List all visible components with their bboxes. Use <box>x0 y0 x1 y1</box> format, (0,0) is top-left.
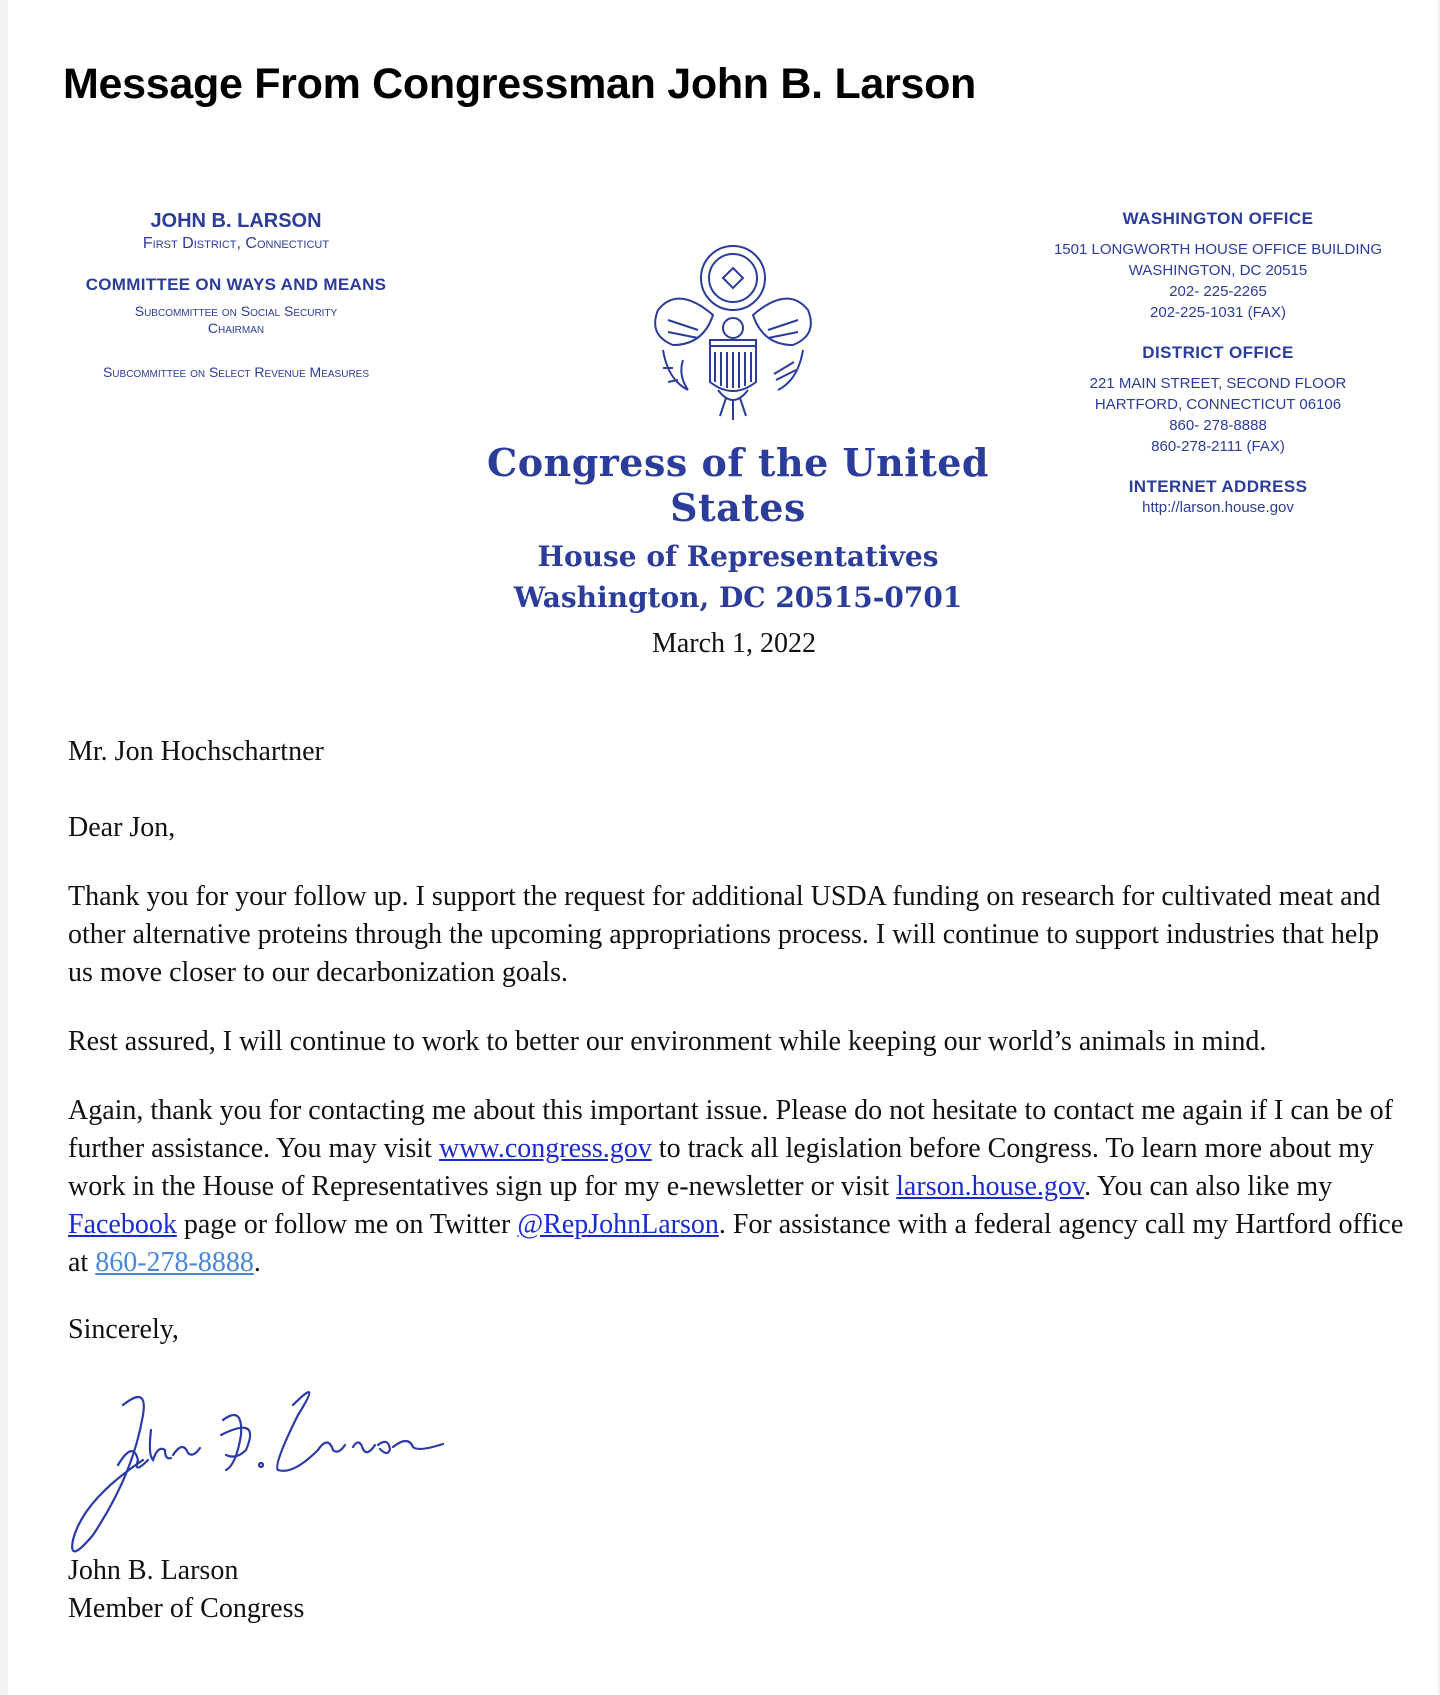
letterhead-left <box>56 210 416 380</box>
washington-office-heading: WASHINGTON OFFICE <box>1122 209 1314 228</box>
subcommittee-revenue: Subcommittee on Select Revenue Measures <box>102 364 370 380</box>
member-district: First District, Connecticut <box>142 235 330 252</box>
paragraph-2: Rest assured, I will continue to work to better our environment while keeping our world’s animals in mind. <box>68 1026 1267 1057</box>
paragraph-3-text: . <box>253 1247 261 1278</box>
recipient: Mr. Jon Hochschartner <box>68 736 324 767</box>
closing: Sincerely, <box>68 1314 179 1345</box>
internet-address-heading: INTERNET ADDRESS <box>1128 477 1308 496</box>
internet-address-url: http://larson.house.gov <box>1142 499 1294 516</box>
facebook-link[interactable]: Facebook <box>68 1209 177 1240</box>
signer-name: John B. Larson <box>68 1555 239 1586</box>
congress-gov-link[interactable]: www.congress.gov <box>438 1133 652 1164</box>
paragraph-3 <box>68 1092 1408 1282</box>
letter-date: March 1, 2022 <box>651 628 817 659</box>
letterhead-right <box>1043 208 1393 518</box>
district-office-fax: 860-278-2111 (FAX) <box>1151 438 1285 455</box>
paragraph-1: Thank you for your follow up. I support the request for additional USDA funding on research for cultivated meat and other alternative proteins through the upcoming appropriations process. I will continue to support industries that help us move closer to our decarbonization goals. <box>68 881 1381 988</box>
subcommittee-role: Chairman <box>207 320 265 336</box>
member-name: JOHN B. LARSON <box>150 210 322 232</box>
paragraph-3-text: . For assistance with a federal agency call my Hartford office at <box>68 1209 1404 1278</box>
letterhead-center <box>458 440 1018 614</box>
district-office-address-2: HARTFORD, CONNECTICUT 06106 <box>1094 396 1342 413</box>
paragraph-3-text: Again, thank you for contacting me about this important issue. Please do not hesitate to contact me again if I can be of further assistance. You may visit <box>68 1095 1393 1164</box>
paragraph-3-text: page or follow me on Twitter <box>176 1209 518 1240</box>
congress-heading: Congress of the United States <box>486 440 989 530</box>
paragraph-3-text: . You can also like my <box>1084 1171 1333 1202</box>
washington-office-address-1: 1501 LONGWORTH HOUSE OFFICE BUILDING <box>1053 241 1383 258</box>
committee-name: COMMITTEE ON WAYS AND MEANS <box>85 275 387 294</box>
email-view <box>8 0 1438 1695</box>
paragraph-3-text: to track all legislation before Congress. To learn more about my work in the House of Representatives sign up for my e-newsletter or visit <box>68 1133 1375 1202</box>
washington-office-phone: 202- 225-2265 <box>1169 283 1267 300</box>
signer-title: Member of Congress <box>68 1593 305 1624</box>
email-title: Message From Congressman John B. Larson <box>63 60 977 108</box>
larson-house-gov-link[interactable]: larson.house.gov <box>896 1171 1085 1202</box>
house-heading: House of Representatives <box>537 540 939 573</box>
washington-address: Washington, DC 20515-0701 <box>513 581 963 614</box>
subcommittee-social-security: Subcommittee on Social Security <box>134 303 338 319</box>
district-office-address-1: 221 MAIN STREET, SECOND FLOOR <box>1089 375 1347 392</box>
great-seal-icon <box>648 240 818 420</box>
district-office-phone: 860- 278-8888 <box>1169 417 1267 434</box>
washington-office-fax: 202-225-1031 (FAX) <box>1150 304 1286 321</box>
twitter-link[interactable]: @RepJohnLarson <box>517 1209 719 1240</box>
handwritten-signature <box>63 1375 463 1555</box>
washington-office-address-2: WASHINGTON, DC 20515 <box>1128 262 1308 279</box>
district-office-heading: DISTRICT OFFICE <box>1142 343 1294 362</box>
phone-link[interactable]: 860-278-8888 <box>95 1247 254 1278</box>
salutation: Dear Jon, <box>68 812 176 843</box>
cut-off-text-strip <box>68 1685 768 1695</box>
